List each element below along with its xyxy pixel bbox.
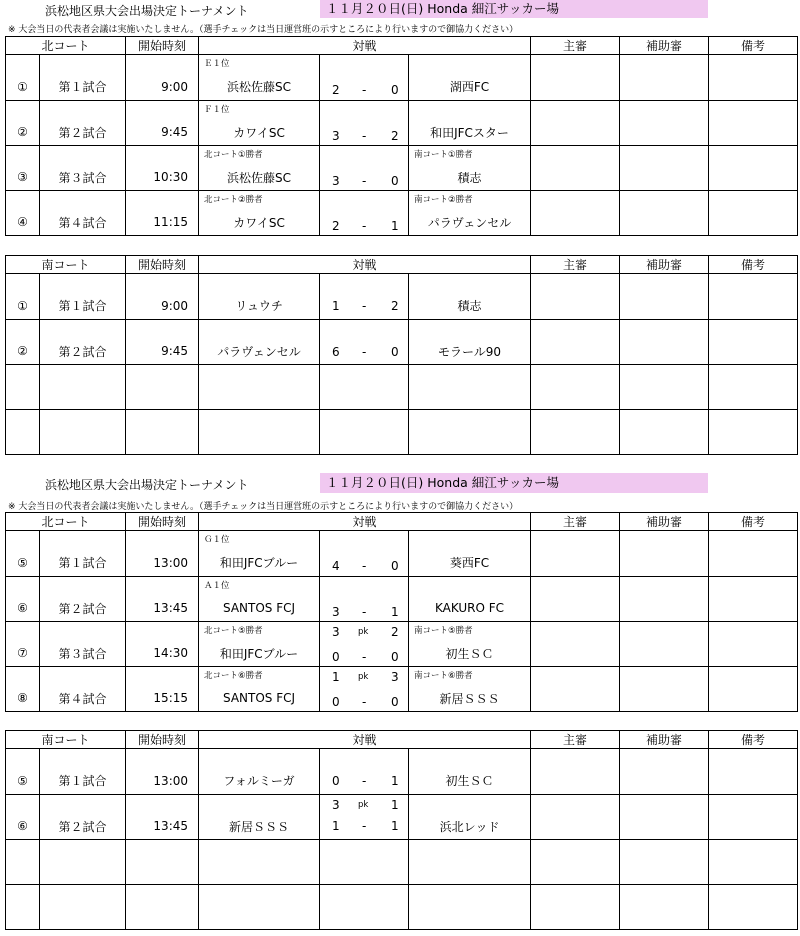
- start-time: 10:30: [126, 146, 199, 191]
- score-a: 4: [332, 559, 340, 573]
- assistant-referee-header: 補助審: [620, 256, 709, 274]
- score-dash: -: [362, 774, 367, 788]
- referee-cell: [531, 320, 620, 365]
- start-time: 13:45: [126, 795, 199, 840]
- score-dash: -: [362, 129, 367, 143]
- score-a: 1: [332, 299, 340, 313]
- seed-label: Ａ１位: [204, 581, 230, 591]
- table-row: [6, 146, 798, 191]
- score-a: 3: [332, 129, 340, 143]
- team-a-cell: [199, 146, 320, 191]
- winner-label: 北コート⑥勝者: [204, 671, 263, 681]
- score-a: 0: [332, 695, 340, 709]
- score-a: 2: [332, 83, 340, 97]
- referee-cell: [531, 622, 620, 667]
- score-b: 2: [391, 299, 399, 313]
- team-b-cell: [409, 55, 531, 101]
- referee-cell: [531, 795, 620, 840]
- referee-cell: [531, 274, 620, 320]
- start-time: 13:00: [126, 749, 199, 795]
- match-number: ⑥: [6, 795, 40, 840]
- table-row: [6, 622, 798, 667]
- referee-cell: [531, 101, 620, 146]
- referee-cell: [531, 191, 620, 236]
- score-cell: [320, 320, 409, 365]
- referee-cell: [531, 55, 620, 101]
- team-b-cell: [409, 101, 531, 146]
- team-a-cell: [199, 795, 320, 840]
- score-b: 0: [391, 695, 399, 709]
- court-header: 北コート: [6, 37, 126, 55]
- table-row: [6, 840, 798, 885]
- start-time: 9:00: [126, 274, 199, 320]
- team-a-cell: [199, 191, 320, 236]
- score-dash: -: [362, 174, 367, 188]
- referee-header: 主審: [531, 37, 620, 55]
- game-label: 第１試合: [40, 531, 126, 577]
- team-b-cell: [409, 577, 531, 622]
- match-number: ④: [6, 191, 40, 236]
- winner-label: 南コート⑤勝者: [414, 626, 473, 636]
- team-a: 浜松佐藤SC: [227, 80, 292, 94]
- score-dash: -: [362, 83, 367, 97]
- seed-label: Ｅ１位: [204, 59, 230, 69]
- team-a: SANTOS FCJ: [222, 601, 296, 615]
- table-header: [6, 37, 798, 55]
- seed-label: Ｇ１位: [204, 535, 230, 545]
- match-number: ⑤: [6, 749, 40, 795]
- score-cell: [320, 622, 409, 667]
- team-a: カワイSC: [233, 215, 285, 230]
- team-a-cell: [199, 55, 320, 101]
- score-dash: -: [362, 695, 367, 709]
- time-header: 開始時刻: [126, 731, 199, 749]
- team-b: パラヴェンセル: [427, 215, 512, 230]
- table-row: [6, 531, 798, 577]
- referee-cell: [531, 667, 620, 712]
- team-b-cell: [409, 667, 531, 712]
- referee-cell: [531, 577, 620, 622]
- score-b: 0: [391, 559, 399, 573]
- match-header: 対戦: [199, 37, 531, 55]
- score-cell: [320, 274, 409, 320]
- remarks-cell: [709, 622, 798, 667]
- start-time: 14:30: [126, 622, 199, 667]
- referee-cell: [531, 531, 620, 577]
- score-cell: [320, 101, 409, 146]
- date-venue: １１月２０日(日) Honda 細江サッカー場: [320, 0, 708, 18]
- score-dash: -: [362, 345, 367, 359]
- team-b: 浜北レッド: [439, 819, 500, 834]
- score-b: 0: [391, 83, 399, 97]
- remarks-cell: [709, 577, 798, 622]
- team-a-cell: [199, 577, 320, 622]
- game-label: 第３試合: [40, 146, 126, 191]
- game-label: 第１試合: [40, 55, 126, 101]
- time-header: 開始時刻: [126, 256, 199, 274]
- match-number: ①: [6, 55, 40, 101]
- seed-label: Ｆ１位: [204, 105, 230, 115]
- score-cell: [320, 577, 409, 622]
- court-header: 北コート: [6, 513, 126, 531]
- assistant-referee-cell: [620, 531, 709, 577]
- winner-label: 南コート②勝者: [414, 195, 473, 205]
- score-b: 2: [391, 129, 399, 143]
- assistant-referee-cell: [620, 795, 709, 840]
- date-venue: １１月２０日(日) Honda 細江サッカー場: [320, 473, 708, 493]
- score-b: 0: [391, 174, 399, 188]
- referee-cell: [531, 749, 620, 795]
- match-number: ⑤: [6, 531, 40, 577]
- score-cell: [320, 795, 409, 840]
- team-b-cell: [409, 749, 531, 795]
- match-number: ①: [6, 274, 40, 320]
- tournament-title: 浜松地区県大会出場決定トーナメント: [45, 4, 249, 18]
- game-label: 第２試合: [40, 320, 126, 365]
- assistant-referee-cell: [620, 577, 709, 622]
- winner-label: 南コート①勝者: [414, 150, 473, 160]
- assistant-referee-cell: [620, 55, 709, 101]
- assistant-referee-cell: [620, 191, 709, 236]
- score-a: 0: [332, 774, 340, 788]
- remarks-cell: [709, 274, 798, 320]
- assistant-referee-header: 補助審: [620, 513, 709, 531]
- table-row: [6, 101, 798, 146]
- team-a: リュウチ: [235, 299, 283, 313]
- score-cell: [320, 191, 409, 236]
- north-court-table: [5, 36, 798, 236]
- table-row: [6, 410, 798, 455]
- pk-score-a: 3: [332, 625, 340, 639]
- remarks-header: 備考: [709, 256, 798, 274]
- table-header: [6, 513, 798, 531]
- remarks-cell: [709, 795, 798, 840]
- start-time: 9:45: [126, 320, 199, 365]
- pk-label: pk: [358, 627, 369, 637]
- team-b: KAKURO FC: [434, 601, 505, 615]
- notice-text: ※ 大会当日の代表者会議は実施いたしません。（選手チェックは当日運営班の示すところにより行いますので御協力ください）: [8, 25, 519, 35]
- start-time: 13:00: [126, 531, 199, 577]
- team-a: パラヴェンセル: [217, 344, 301, 359]
- pk-score-a: 1: [332, 670, 340, 684]
- table-row: [6, 795, 798, 840]
- score-a: 3: [332, 605, 340, 619]
- table-row: [6, 365, 798, 410]
- match-header: 対戦: [199, 731, 531, 749]
- team-b-cell: [409, 274, 531, 320]
- team-b-cell: [409, 191, 531, 236]
- time-header: 開始時刻: [126, 37, 199, 55]
- score-a: 1: [332, 819, 340, 833]
- winner-label: 北コート②勝者: [204, 195, 263, 205]
- match-number: ⑧: [6, 667, 40, 712]
- team-b-cell: [409, 622, 531, 667]
- remarks-header: 備考: [709, 37, 798, 55]
- time-header: 開始時刻: [126, 513, 199, 531]
- team-b: 積志: [457, 299, 482, 313]
- remarks-cell: [709, 146, 798, 191]
- assistant-referee-cell: [620, 146, 709, 191]
- game-label: 第３試合: [40, 622, 126, 667]
- assistant-referee-cell: [620, 320, 709, 365]
- score-b: 1: [391, 819, 399, 833]
- remarks-cell: [709, 55, 798, 101]
- score-dash: -: [362, 299, 367, 313]
- notice-text: ※ 大会当日の代表者会議は実施いたしません。（選手チェックは当日運営班の示すところにより行いますので御協力ください）: [8, 502, 519, 512]
- team-a: フォルミーガ: [223, 774, 295, 788]
- referee-header: 主審: [531, 731, 620, 749]
- tournament-title: 浜松地区県大会出場決定トーナメント: [45, 478, 249, 492]
- game-label: 第４試合: [40, 191, 126, 236]
- team-b: 和田JFCスター: [430, 125, 509, 140]
- score-a: 0: [332, 650, 340, 664]
- start-time: 9:45: [126, 101, 199, 146]
- pk-score-b: 2: [391, 625, 399, 639]
- team-a-cell: [199, 274, 320, 320]
- table-row: [6, 749, 798, 795]
- table-header: [6, 731, 798, 749]
- score-b: 0: [391, 650, 399, 664]
- referee-header: 主審: [531, 513, 620, 531]
- score-cell: [320, 531, 409, 577]
- table-header: [6, 256, 798, 274]
- score-cell: [320, 749, 409, 795]
- remarks-header: 備考: [709, 513, 798, 531]
- pk-label: pk: [358, 672, 369, 682]
- south-court-table: [5, 255, 798, 455]
- team-a-cell: [199, 749, 320, 795]
- assistant-referee-header: 補助審: [620, 37, 709, 55]
- team-b: 湖西FC: [449, 80, 490, 94]
- score-cell: [320, 55, 409, 101]
- referee-header: 主審: [531, 256, 620, 274]
- score-b: 1: [391, 774, 399, 788]
- assistant-referee-cell: [620, 274, 709, 320]
- score-cell: [320, 667, 409, 712]
- score-a: 2: [332, 219, 340, 233]
- team-b-cell: [409, 320, 531, 365]
- match-number: ⑦: [6, 622, 40, 667]
- assistant-referee-cell: [620, 101, 709, 146]
- winner-label: 北コート⑤勝者: [204, 626, 263, 636]
- assistant-referee-cell: [620, 622, 709, 667]
- pk-score-b: 3: [391, 670, 399, 684]
- north-court-table: [5, 512, 798, 712]
- match-number: ②: [6, 101, 40, 146]
- table-row: [6, 577, 798, 622]
- game-label: 第１試合: [40, 749, 126, 795]
- assistant-referee-cell: [620, 667, 709, 712]
- team-a-cell: [199, 320, 320, 365]
- score-dash: -: [362, 219, 367, 233]
- pk-score-b: 1: [391, 798, 399, 812]
- start-time: 11:15: [126, 191, 199, 236]
- team-b: 葵西FC: [449, 556, 490, 570]
- team-b: 積志: [457, 170, 482, 185]
- court-header: 南コート: [6, 256, 126, 274]
- remarks-cell: [709, 667, 798, 712]
- team-b: 初生ＳＣ: [445, 774, 494, 788]
- south-court-table: [5, 730, 798, 930]
- team-b-cell: [409, 146, 531, 191]
- score-b: 0: [391, 345, 399, 359]
- start-time: 13:45: [126, 577, 199, 622]
- game-label: 第２試合: [40, 101, 126, 146]
- score-a: 6: [332, 345, 340, 359]
- match-number: ②: [6, 320, 40, 365]
- team-a: 和田JFCブルー: [219, 556, 299, 570]
- remarks-header: 備考: [709, 731, 798, 749]
- team-b: 初生ＳＣ: [445, 646, 494, 661]
- winner-label: 南コート⑥勝者: [414, 671, 473, 681]
- start-time: 15:15: [126, 667, 199, 712]
- remarks-cell: [709, 531, 798, 577]
- remarks-cell: [709, 749, 798, 795]
- team-b-cell: [409, 795, 531, 840]
- team-a: 新居ＳＳＳ: [229, 819, 290, 834]
- team-a-cell: [199, 667, 320, 712]
- team-a-cell: [199, 622, 320, 667]
- match-number: ③: [6, 146, 40, 191]
- score-b: 1: [391, 605, 399, 619]
- team-a: SANTOS FCJ: [222, 691, 296, 705]
- start-time: 9:00: [126, 55, 199, 101]
- score-a: 3: [332, 174, 340, 188]
- winner-label: 北コート①勝者: [204, 150, 263, 160]
- table-row: [6, 667, 798, 712]
- score-b: 1: [391, 219, 399, 233]
- team-a-cell: [199, 101, 320, 146]
- referee-cell: [531, 146, 620, 191]
- team-a: カワイSC: [233, 125, 285, 140]
- game-label: 第４試合: [40, 667, 126, 712]
- table-row: [6, 274, 798, 320]
- team-b: モラール90: [438, 344, 502, 359]
- game-label: 第１試合: [40, 274, 126, 320]
- pk-score-a: 3: [332, 798, 340, 812]
- score-dash: -: [362, 650, 367, 664]
- table-row: [6, 885, 798, 930]
- team-b-cell: [409, 531, 531, 577]
- court-header: 南コート: [6, 731, 126, 749]
- score-dash: -: [362, 819, 367, 833]
- remarks-cell: [709, 191, 798, 236]
- score-dash: -: [362, 559, 367, 573]
- table-row: [6, 191, 798, 236]
- remarks-cell: [709, 320, 798, 365]
- match-header: 対戦: [199, 513, 531, 531]
- team-a: 和田JFCブルー: [219, 646, 299, 661]
- team-a: 浜松佐藤SC: [227, 170, 292, 185]
- match-header: 対戦: [199, 256, 531, 274]
- team-b: 新居ＳＳＳ: [439, 691, 500, 706]
- score-dash: -: [362, 605, 367, 619]
- pk-label: pk: [358, 800, 369, 810]
- assistant-referee-cell: [620, 749, 709, 795]
- score-cell: [320, 146, 409, 191]
- team-a-cell: [199, 531, 320, 577]
- table-row: [6, 320, 798, 365]
- game-label: 第２試合: [40, 795, 126, 840]
- match-number: ⑥: [6, 577, 40, 622]
- remarks-cell: [709, 101, 798, 146]
- table-row: [6, 55, 798, 101]
- assistant-referee-header: 補助審: [620, 731, 709, 749]
- game-label: 第２試合: [40, 577, 126, 622]
